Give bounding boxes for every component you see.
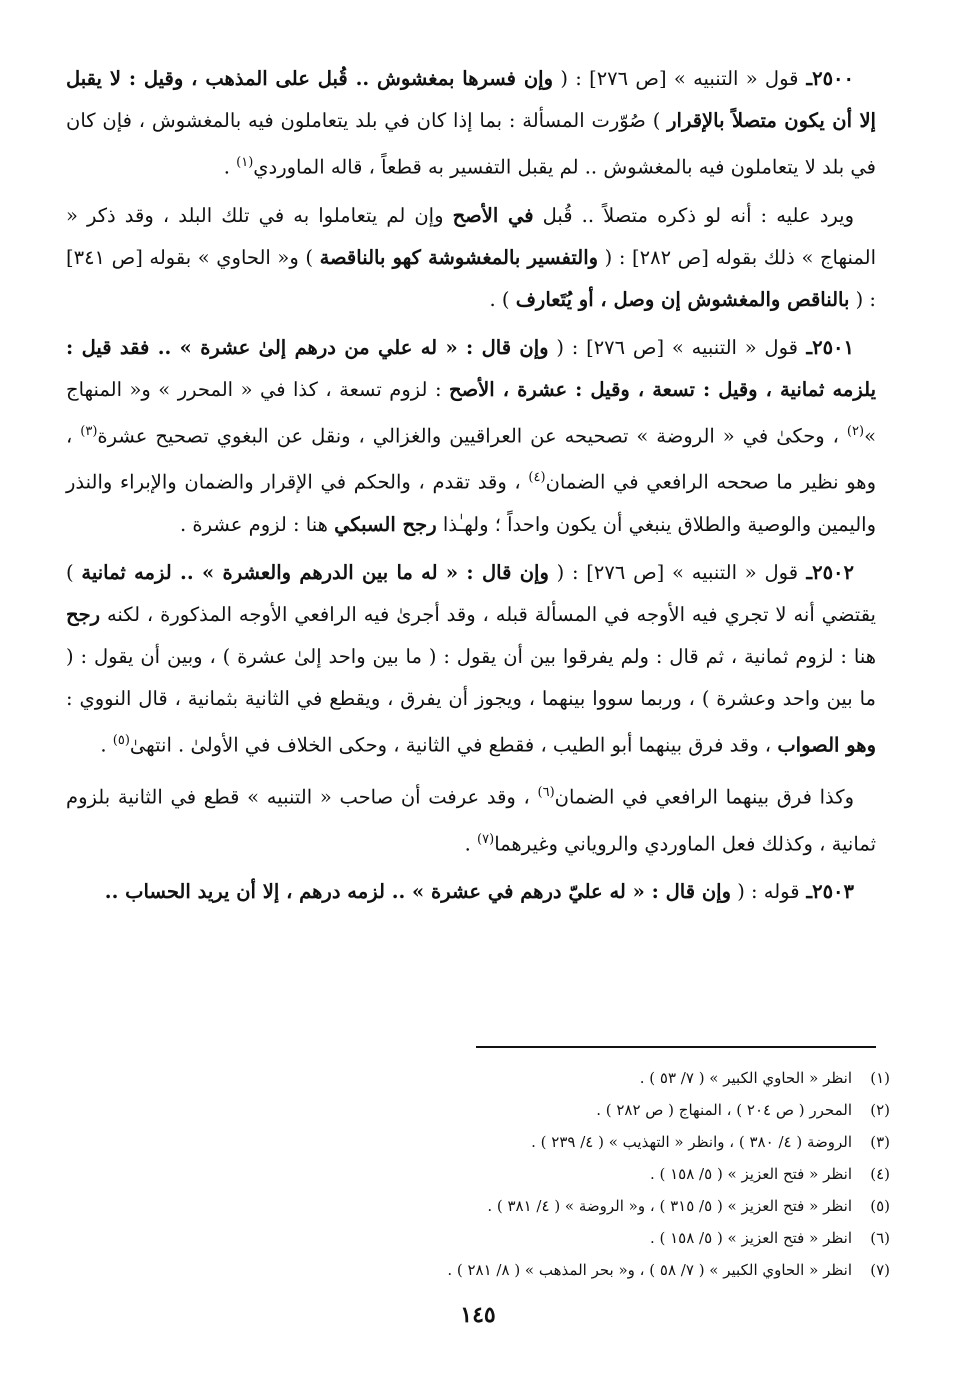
footnote-text: انظر « الحاوي الكبير » ( ٧/ ٥٨ ) ، و« بحر المذهب » ( ٨/ ٢٨١ ) . xyxy=(447,1261,852,1279)
paragraph-p2502 xyxy=(66,552,876,767)
text-run: ) صُوّرت المسألة : بما إذا كان في بلد يتعاملون فيه بالمغشوش ، فإن كان في بلد لا يتعاملون فيه بالمغشوش .. لم يقبل التفسير به قطعاً ، قاله الماوردي xyxy=(66,109,876,179)
text-run: قول « التنبيه » [ص ٢٧٦] : ( xyxy=(553,67,799,90)
text-run: ) . xyxy=(489,287,516,311)
footnote-item xyxy=(80,1190,890,1222)
footnote-text: انظر « فتح العزيز » ( ٥/ ١٥٨ ) . xyxy=(649,1229,852,1247)
text-run: قول « التنبيه » [ص ٢٧٦] : ( xyxy=(548,335,798,359)
text-run: . xyxy=(100,733,113,756)
footnote-ref: (٥) xyxy=(112,732,130,748)
footnote-item xyxy=(80,1158,890,1190)
footnote-divider xyxy=(476,1046,876,1048)
footnote-number: (٧) xyxy=(870,1261,890,1279)
footnote-text: انظر « فتح العزيز » ( ٥/ ٣١٥ ) ، و« الروضة » ( ٤/ ٣٨١ ) . xyxy=(487,1197,852,1215)
bold-text: وإن قال : « له علي من درهم إلىٰ عشرة » .. فقد قيل : يلزمه ثمانية ، وقيل : تسعة ، وقيل : عشرة ، الأصح xyxy=(66,335,877,401)
footnote-number: (١) xyxy=(870,1069,890,1087)
footnote-ref: (٦) xyxy=(537,785,555,800)
footnote-ref: (٤) xyxy=(528,470,546,485)
text-run: . xyxy=(464,832,478,855)
text-run: ، وقد تقدم ، والحكم في الإقرار والضمان والإبراء والنذر واليمين والوصية والطلاق ينبغي أن يكون واحداً ؛ ولهـٰذا xyxy=(66,470,876,536)
page-number: ١٤٥ xyxy=(460,1302,496,1328)
footnote-ref: (٢) xyxy=(846,423,865,439)
footnote-ref: (١) xyxy=(236,155,254,170)
bold-text: رجح السبكي xyxy=(334,512,437,536)
paragraph-p2500 xyxy=(66,58,876,189)
footnotes xyxy=(80,1062,890,1286)
paragraph-p2502b xyxy=(66,772,876,865)
text-run: هنا : لزوم عشرة . xyxy=(180,512,335,536)
footnote-item xyxy=(80,1254,890,1286)
paragraph-p2501 xyxy=(66,327,876,546)
text-run: ) و« الحاوي » بقوله [ص ٣٤١] : ( xyxy=(66,245,876,311)
bold-text: وإن قال : « له عليّ درهم في عشرة » .. لزمه درهم ، إلا أن يريد الحساب .. xyxy=(104,880,731,903)
text-run: ويرد عليه : أنه لو ذكره متصلاً .. قُبل xyxy=(533,203,854,227)
bold-text: في الأصح xyxy=(452,203,534,227)
bold-text: ٢٥٠٠ـ xyxy=(798,67,854,90)
footnote-number: (٦) xyxy=(870,1229,890,1247)
text-run: ، وقد فرق بينهما أبو الطيب ، فقطع في الثانية ، وحكى الخلاف في الأولىٰ . انتهىٰ xyxy=(129,733,778,756)
footnote-ref: (٣) xyxy=(80,423,98,439)
footnote-item xyxy=(80,1222,890,1254)
text-run: : لزوم تسعة ، كذا في « المحرر » و« المنهاج » xyxy=(66,377,876,447)
bold-text: وإن فسرها بمغشوش .. قُبل على المذهب ، وقيل : لا يقبل إلا أن يكون متصلاً بالإقرار xyxy=(66,67,876,132)
text-run: وإن لم يتعاملوا به في تلك البلد ، وقد ذكر « المنهاج » ذلك بقوله [ص ٢٨٢] : ( xyxy=(66,203,876,269)
text-run: ، وحكىٰ في « الروضة » تصحيحه عن العراقيين والغزالي ، ونقل عن البغوي تصحيح عشرة xyxy=(97,424,847,447)
paragraph-p2503 xyxy=(66,871,876,913)
main-text xyxy=(66,58,876,919)
text-run: قول « التنبيه » [ص ٢٧٦] : ( xyxy=(548,560,799,584)
text-run: هنا : لزوم ثمانية ، ثم قال : ولم يفرقوا بين أن يقول : ( ما بين واحد إلىٰ عشرة ) ، وبين أن يقول : ( ما بين واحد وعشرة ) ، وربما سووا بينهما ، ويجوز أن يفرق ، ويقطع في الثانية بثمانية ، قال النووي : xyxy=(66,644,876,710)
footnote-number: (٢) xyxy=(870,1101,890,1119)
text-run: ) يقتضي أنه لا تجري فيه الأوجه في المسألة قبله ، وقد أجرىٰ فيه الرافعي الأوجه المذكورة ، لكنه xyxy=(66,560,876,626)
footnote-item xyxy=(80,1126,890,1158)
footnote-ref: (٧) xyxy=(477,831,495,847)
text-run: ، وقد عرفت أن صاحب « التنبيه » قطع في الثانية بلزوم ثمانية ، وكذلك فعل الماوردي والروياني وغيرهما xyxy=(66,785,876,855)
footnote-number: (٣) xyxy=(870,1133,890,1151)
footnote-text: انظر « فتح العزيز » ( ٥/ ١٥٨ ) . xyxy=(649,1165,852,1183)
footnote-number: (٥) xyxy=(870,1197,890,1215)
bold-text: وإن قال : « له ما بين الدرهم والعشرة » .. لزمه ثمانية xyxy=(81,560,549,584)
bold-text: رجح xyxy=(66,602,101,626)
footnote-text: الروضة ( ٤/ ٣٨٠ ) ، وانظر « التهذيب » ( ٤/ ٢٣٩ ) . xyxy=(531,1133,852,1151)
footnote-item xyxy=(80,1094,890,1126)
bold-text: بالناقص والمغشوش إن وصل ، أو يُتَعارف xyxy=(515,287,850,311)
footnote-text: المحرر ( ص ٢٠٤ ) ، المنهاج ( ص ٢٨٢ ) . xyxy=(596,1101,852,1119)
text-run: . xyxy=(223,155,237,179)
text-run: قوله : ( xyxy=(731,880,800,903)
text-run: وكذا فرق بينهما الرافعي في الضمان xyxy=(554,785,854,809)
footnote-item xyxy=(80,1062,890,1094)
text-run: ، وهو نظير ما صححه الرافعي في الضمان xyxy=(66,424,876,494)
footnote-number: (٤) xyxy=(870,1165,890,1183)
bold-text: والتفسير بالمغشوشة كهو بالناقصة xyxy=(319,245,599,269)
bold-text: وهو الصواب xyxy=(777,733,876,756)
bold-text: ٢٥٠٢ـ xyxy=(798,560,854,584)
bold-text: ٢٥٠١ـ xyxy=(798,335,854,359)
bold-text: ٢٥٠٣ـ xyxy=(799,880,854,903)
footnote-text: انظر « الحاوي الكبير » ( ٧/ ٥٣ ) . xyxy=(639,1069,852,1087)
paragraph-p2500b xyxy=(66,195,876,321)
